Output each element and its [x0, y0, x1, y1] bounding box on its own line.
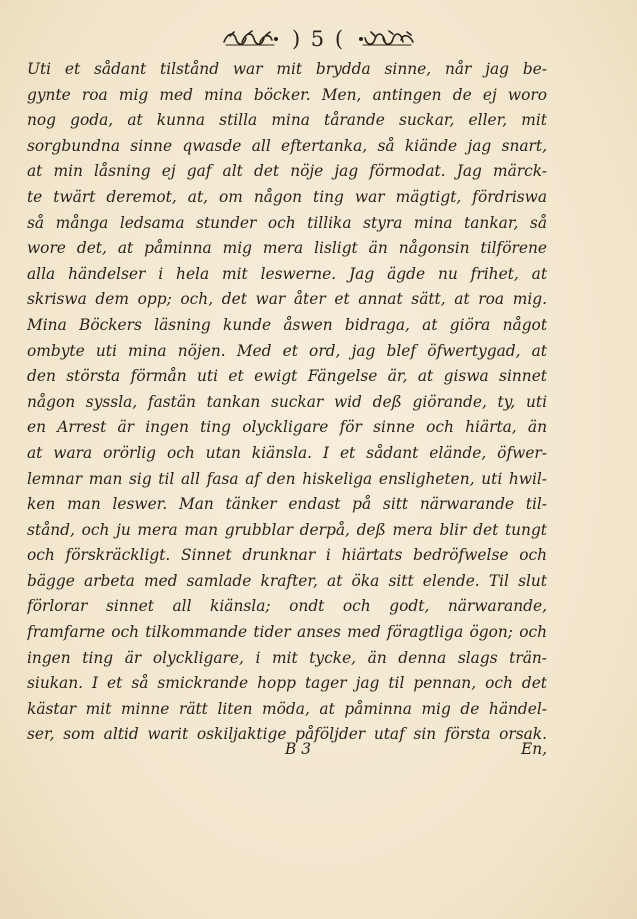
text-line: Uti et sådant tilstånd war mit brydda sinne, når jag be- [27, 60, 547, 78]
text-line: förlorar sinnet all kiänsla; ondt och godt, närwarande, [27, 597, 547, 616]
text-line: någon syssla, fastän tankan suckar wid deß giörande, ty, uti [27, 392, 547, 411]
text-line: at min låsning ej gaf alt det nöje jag förmodat. Jag märck- [27, 162, 547, 181]
text-line: alla händelser i hela mit leswerne. Jag ägde nu frihet, at [27, 264, 547, 283]
text-line: den största förmån uti et ewigt Fängelse är, at giswa sinnet [27, 367, 547, 386]
text-line: nog goda, at kunna stilla mina tårande suckar, eller, mit [27, 111, 547, 130]
text-line: ken man leswer. Man tänker endast på sitt närwarande til- [27, 495, 547, 514]
text-line: sorgbundna sinne qwasde all eftertanka, så kiände jag snart, [27, 136, 547, 155]
text-line: siukan. I et så smickrande hopp tager jag til pennan, och det [27, 674, 547, 693]
right-ornament-icon [357, 28, 417, 50]
page-header [0, 22, 637, 56]
text-line: framfarne och tilkommande tider anses med föragtliga ögon; och [27, 623, 547, 642]
text-line: bägge arbeta med samlade krafter, at öka sitt elende. Til slut [27, 571, 547, 590]
left-ornament-icon [220, 28, 280, 50]
text-line: ser, som altid warit oskiljaktige påföljder utaf sin första orsak. [27, 725, 547, 744]
text-line: ombyte uti mina nöjen. Med et ord, jag blef öfwertygad, at [27, 341, 547, 360]
body-text [27, 57, 547, 748]
text-line: Mina Böckers läsning kunde åswen bidraga, at giöra något [27, 315, 547, 334]
text-line: kästar mit minne rätt liten möda, at påminna mig de händel- [27, 699, 547, 718]
text-line: gynte roa mig med mina böcker. Men, antingen de ej woro [27, 85, 547, 104]
catchword: En, [520, 740, 547, 758]
page-footer [27, 740, 547, 766]
text-line: stånd, och ju mera man grubblar derpå, deß mera blir det tungt [27, 520, 547, 539]
text-line: så många ledsama stunder och tillika styra mina tankar, så [27, 213, 547, 232]
text-line: lemnar man sig til all fasa af den hiskeliga ensligheten, uti hwil- [27, 469, 547, 488]
text-line: te twärt deremot, at, om någon ting war mägtigt, fördriswa [27, 187, 547, 206]
text-line: at wara orörlig och utan kiänsla. I et sådant elände, öfwer- [27, 443, 547, 462]
text-line: en Arrest är ingen ting olyckligare för sinne och hiärta, än [27, 418, 547, 437]
text-line: ingen ting är olyckligare, i mit tycke, än denna slags trän- [27, 648, 547, 667]
text-line: wore det, at påminna mig mera lisligt än någonsin tilförene [27, 239, 547, 258]
signature-mark: B 3 [285, 740, 311, 758]
page-number: ) 5 ( [291, 27, 346, 51]
text-line: och förskräckligt. Sinnet drunknar i hiärtats bedröfwelse och [27, 546, 547, 565]
text-line: skriswa dem opp; och, det war åter et annat sätt, at roa mig. [27, 290, 547, 309]
